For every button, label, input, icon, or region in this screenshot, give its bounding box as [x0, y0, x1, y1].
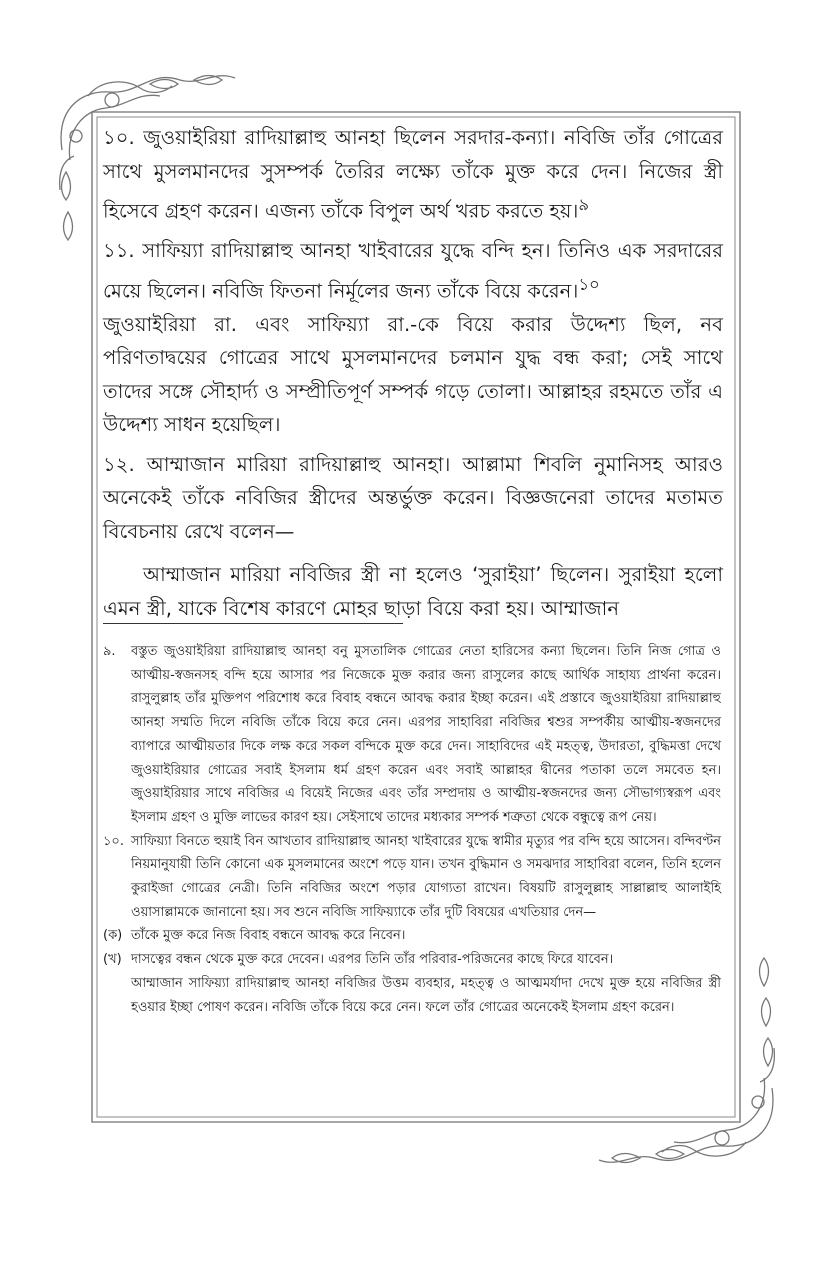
footnote-10: [103, 830, 721, 925]
footnote-divider: [103, 623, 403, 624]
footnote-option-kha: [103, 948, 721, 972]
paragraph-suraiya: আম্মাজান মারিয়া নবিজির স্ত্রী না হলেও ‘সুরাইয়া’ ছিলেন। সুরাইয়া হলো এমন স্ত্রী, যাকে বিশেষ কারণে মোহর ছাড়া বিয়ে করা হয়। আম্মাজান: [103, 563, 723, 620]
footnote-number: (খ): [103, 952, 122, 968]
paragraph-10: ১০. জুওয়াইরিয়া রাদিয়াল্লাহু আনহা ছিলেন সরদার-কন্যা। নবিজি তাঁর গোত্রের সাথে মুসলমানদের সুসম্পর্ক তৈরির লক্ষ্যে তাঁকে মুক্ত করে দেন। নিজের স্ত্রী হিসেবে গ্রহণ করেন। এজন্য তাঁকে বিপুল অর্থ খরচ করতে হয়।$^৯$: [103, 126, 723, 223]
main-text: [103, 121, 723, 625]
footnote-text: বস্তুত জুওয়াইরিয়া রাদিয়াল্লাহু আনহা বনু মুসতালিক গোত্রের নেতা হারিসের কন্যা ছিলেন। তিনি নিজ গোত্র ও আত্মীয়-স্বজনসহ বন্দি হয়ে আসার পর নিজেকে মুক্ত করার জন্য রাসুলের কাছে আর্থিক সাহায্য প্রার্থনা করেন। রাসুলুল্লাহ তাঁর মুক্তিপণ পরিশোধ করে বিবাহ বন্ধনে আবদ্ধ করার ইচ্ছা করেন। এই প্রস্তাবে জুওয়াইরিয়া রাদিয়াল্লাহু আনহা সম্মতি দিলে নবিজি তাঁকে বিয়ে করে নেন। এরপর সাহাবিরা নবিজির শ্বশুর সম্পর্কীয় আত্মীয়-স্বজনদের ব্যাপারে আত্মীয়তার দিকে লক্ষ করে সকল বন্দিকে মুক্ত করে দেন। সাহাবিদের এই মহত্ত্ব, উদারতা, বুদ্ধিমত্তা দেখে জুওয়াইরিয়ার গোত্রের সবাই ইসলাম ধর্ম গ্রহণ করেন এবং সবাই আল্লাহর দ্বীনের পতাকা তলে সমবেত হন। জুওয়াইরিয়ার সাথে নবিজির এ বিয়েই নিজের এবং তাঁর সম্প্রদায় ও আত্মীয়-স্বজনদের জন্য সৌভাগ্যস্বরূপ এবং ইসলাম গ্রহণ ও মুক্তি লাভের কারণ হয়। সেইসাথে তাদের মধ্যকার সম্পর্ক শত্রুতা থেকে বন্ধুত্বে রূপ নেয়।: [131, 644, 721, 825]
footnote-number: ১০.: [103, 833, 125, 849]
footnote-ref-9[interactable]: ৯: [578, 195, 590, 214]
footnote-ref-10[interactable]: ১০: [578, 274, 600, 294]
footnote-text: সাফিয়্যা বিনতে হুয়াই বিন আখতাব রাদিয়াল্লাহু আনহা খাইবারের যুদ্ধে স্বামীর মৃত্যুর পর বন্দি হয়ে আসেন। বন্দিবণ্টন নিয়মানুযায়ী তিনি কোনো এক মুসলমানের অংশে পড়ে যান। তখন বুদ্ধিমান ও সমঝদার সাহাবিরা বলেন, তিনি হলেন কুরাইজা গোত্রের নেত্রী। তিনি নবিজির অংশে পড়ার যোগ্যতা রাখেন। বিষয়টি রাসুলুল্লাহ সাল্লাল্লাহু আলাইহি ওয়াসাল্লামকে জানানো হয়। সব শুনে নবিজি সাফিয়্যাকে তাঁর দুটি বিষয়ের এখতিয়ার দেন—: [131, 833, 721, 920]
footnote-option-ka: [103, 924, 721, 948]
paragraph-12: ১২. আম্মাজান মারিয়া রাদিয়াল্লাহু আনহা। আল্লামা শিবলি নুমানিসহ আরও অনেকেই তাঁকে নবিজির স্ত্রীদের অন্তর্ভুক্ত করেন। বিজ্ঞজনেরা তাদের মতামত বিবেচনায় রেখে বলেন—: [103, 452, 723, 543]
footnote-number: (ক): [103, 928, 123, 944]
footnote-continuation: আম্মাজান সাফিয়্যা রাদিয়াল্লাহু আনহা নবিজির উত্তম ব্যবহার, মহত্ত্ব ও আত্মমর্যাদা দেখে মুক্ত হয়ে নবিজির স্ত্রী হওয়ার ইচ্ছা পোষণ করেন। নবিজি তাঁকে বিয়ে করে নেন। ফলে তাঁর গোত্রের অনেকেই ইসলাম গ্রহণ করেন।: [131, 975, 721, 1015]
footnote-text: তাঁকে মুক্ত করে নিজ বিবাহ বন্ধনে আবদ্ধ করে নিবেন।: [131, 928, 406, 944]
footnotes: [103, 640, 721, 1019]
paragraph-11: ১১. সাফিয়্যা রাদিয়াল্লাহু আনহা খাইবারের যুদ্ধে বন্দি হন। তিনিও এক সরদারের মেয়ে ছিলেন। নবিজি ফিতনা নির্মূলের জন্য তাঁকে বিয়ে করেন।$^{১০}$: [103, 239, 723, 303]
footnote-text: দাসত্বের বন্ধন থেকে মুক্ত করে দেবেন। এরপর তিনি তাঁর পরিবার-পরিজনের কাছে ফিরে যাবেন।: [131, 952, 614, 968]
paragraph-purpose: জুওয়াইরিয়া রা. এবং সাফিয়্যা রা.-কে বিয়ে করার উদ্দেশ্য ছিল, নব পরিণতাদ্বয়ের গোত্রের সাথে মুসলমানদের চলমান যুদ্ধ বন্ধ করা; সেই সাথে তাদের সঙ্গে সৌহার্দ্য ও সম্প্রীতিপূর্ণ সম্পর্ক গড়ে তোলা। আল্লাহর রহমতে তাঁর এ উদ্দেশ্য সাধন হয়েছিল।: [103, 312, 723, 437]
footnote-number: ৯.: [103, 644, 116, 659]
footnote-9: [103, 640, 721, 830]
